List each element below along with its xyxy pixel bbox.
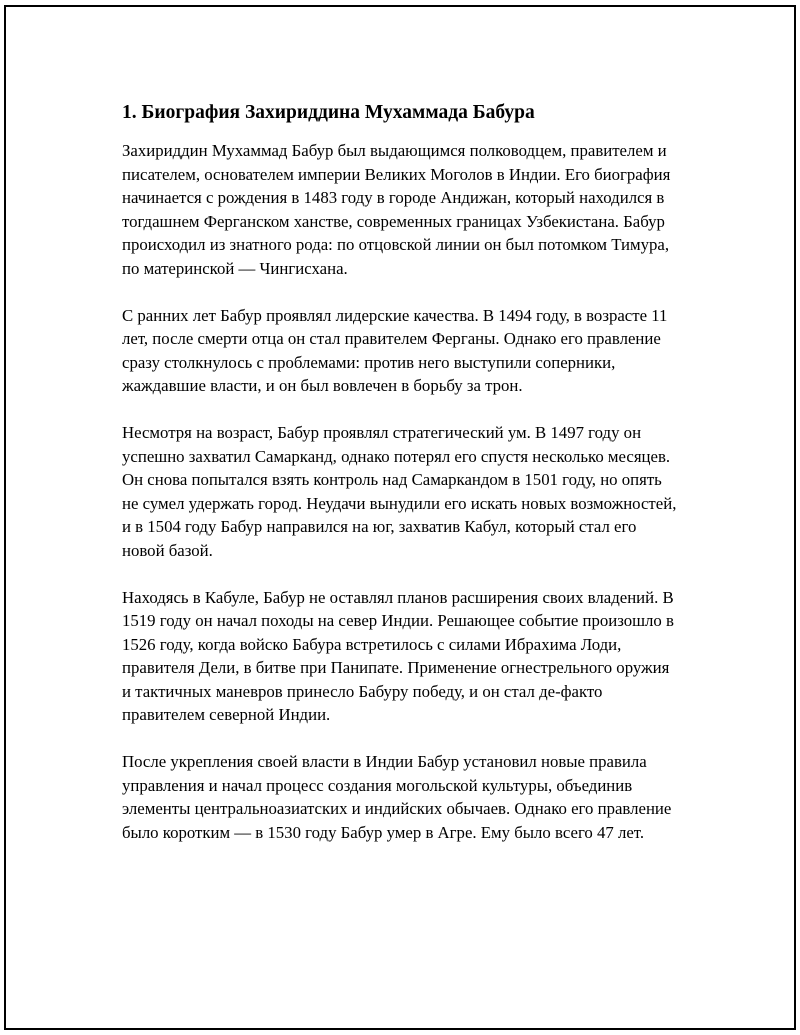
paragraph-early-rule: С ранних лет Бабур проявлял лидерские качества. В 1494 году, в возрасте 11 лет, после смерти отца он стал правителем Ферганы. Однако его правление сразу столкнулось с проблемами: против него выступили соперники, жаждавшие власти, и он был вовлечен в борьбу за трон. [122,305,668,396]
paragraph-later-rule: После укрепления своей власти в Индии Бабур установил новые правила управления и начал процесс создания могольской культуры, объединив элементы центральноазиатских и индийских обычаев. Однако его правление было коротким — в 1530 году Бабур умер в Агре. Ему было всего 47 лет. [122,752,672,842]
paragraph-birth: Захириддин Мухаммад Бабур был выдающимся полководцем, правителем и писателем, основателем империи Великих Моголов в Индии. Его биография начинается с рождения в 1483 году в городе Андижан, который находился в тогдашнем Ферганском ханстве, современных границах Узбекистана. Бабур происходил из знатного рода: по отцовской линии он был потомком Тимура, по материнской — Чингисхана. [122,141,671,278]
section-heading: 1. Биография Захириддина Мухаммада Бабура [122,102,535,123]
paragraph-india-campaign: Находясь в Кабуле, Бабур не оставлял планов расширения своих владений. В 1519 году он начал походы на север Индии. Решающее событие произошло в 1526 году, когда войско Бабура встретилось с силами Ибрахима Лоди, правителя Дели, в битве при Панипате. Применение огнестрельного оружия и тактичных маневров принесло Бабуру победу, и он стал де-факто правителем северной Индии. [122,587,674,725]
document-body [122,99,682,867]
paragraph-samarkand: Несмотря на возраст, Бабур проявлял стратегический ум. В 1497 году он успешно захватил Самарканд, однако потерял его спустя несколько месяцев. Он снова попытался взять контроль над Самаркандом в 1501 году, но опять не сумел удержать город. Неудачи вынудили его искать новых возможностей, и в 1504 году Бабур направился на юг, захватив Кабул, который стал его новой базой. [122,422,677,560]
page-frame [4,5,796,1030]
